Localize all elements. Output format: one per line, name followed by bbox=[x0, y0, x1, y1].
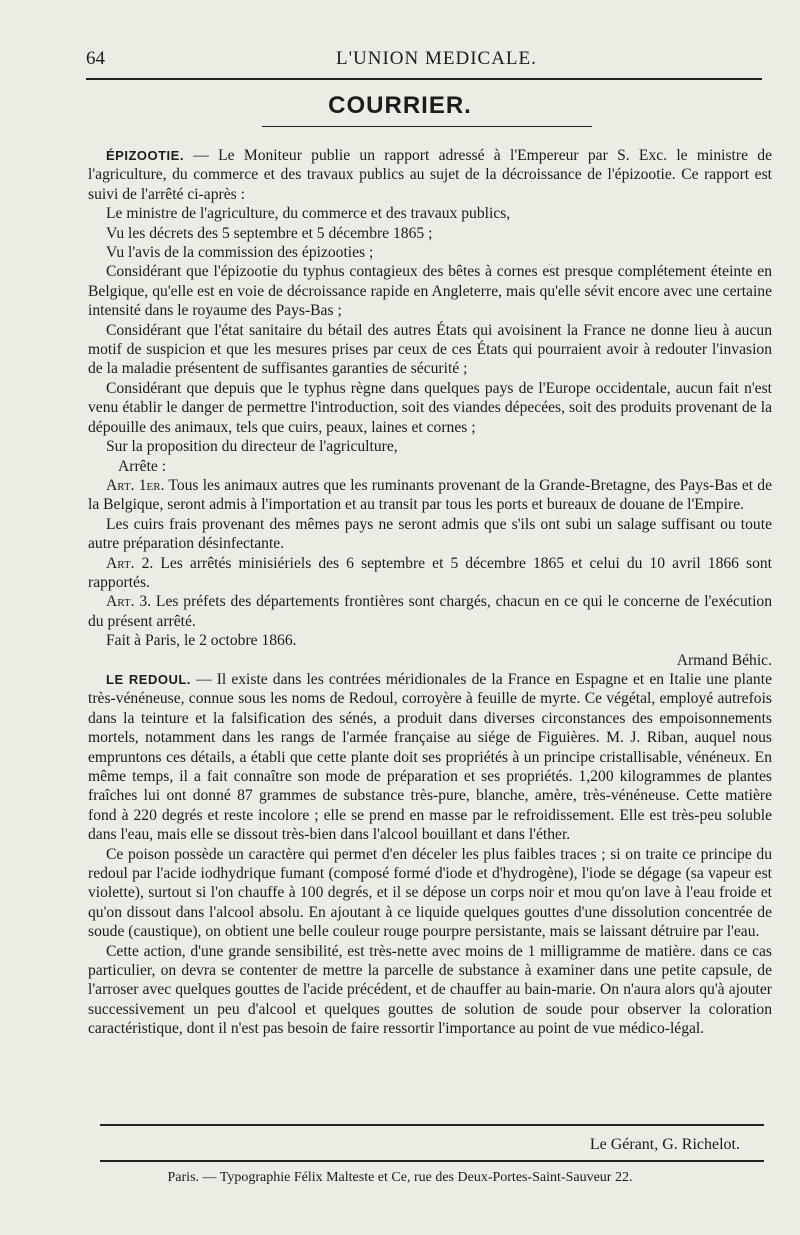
paragraph: Vu l'avis de la commission des épizooties ; bbox=[106, 244, 374, 262]
paragraph: Sur la proposition du directeur de l'agriculture, bbox=[106, 438, 398, 456]
signature: Armand Béhic. bbox=[676, 651, 772, 669]
page-header bbox=[86, 48, 740, 76]
page-number: 64 bbox=[86, 48, 105, 69]
printer-line: Paris. — Typographie Félix Malteste et Ce, rue des Deux-Portes-Saint-Sauveur 22. bbox=[167, 1170, 633, 1185]
article-body bbox=[88, 146, 772, 1039]
article-label: Art. 3. bbox=[106, 593, 152, 611]
article-label: Art. 2. bbox=[106, 554, 154, 572]
paragraph: Les cuirs frais provenant des mêmes pays ne seront admis que s'ils ont subi un salage suffisant ou toute autre préparation désinfectante. bbox=[88, 515, 772, 553]
footer-rule-bottom bbox=[100, 1160, 764, 1162]
epizootie-intro: ÉPIZOOTIE. — Le Moniteur publie un rapport adressé à l'Empereur par S. Exc. le ministre de l'agriculture, du commerce et des travaux publics au sujet de la décroissance de l'épizootie. Ce rapport est suivi de l'arrêté ci-après : bbox=[88, 147, 772, 203]
running-title: L'UNION MEDICALE. bbox=[336, 48, 537, 69]
header-rule bbox=[86, 78, 762, 80]
epizootie-lead: ÉPIZOOTIE. bbox=[106, 148, 184, 163]
paragraph: Considérant que depuis que le typhus règne dans quelques pays de l'Europe occidentale, aucun fait n'est venu établir le danger de permettre l'introduction, soit des viandes dépecées, soit des produits provenant de la dépouille des animaux, tels que cuirs, peaux, laines et cornes ; bbox=[88, 379, 772, 436]
date-line: Fait à Paris, le 2 octobre 1866. bbox=[106, 632, 297, 650]
gerant-line: Le Gérant, G. Richelot. bbox=[589, 1136, 740, 1153]
article-label: Art. 1er. bbox=[106, 476, 165, 494]
arrete-label: Arrête : bbox=[118, 457, 167, 475]
paragraph: Cette action, d'une grande sensibilité, est très-nette avec moins de 1 milligramme de matière. dans ce cas particulier, on devra se contenter de mettre la parcelle de substance à examiner dans une petite capsule, de l'arroser avec quelques gouttes de l'acide précédent, et de chauffer au bain-marie. On n'aura alors qu'à ajouter successivement un peu d'alcool et quelques gouttes de solution de soude pour observer la coloration caractéristique, dont il n'est pas besoin de faire ressortir l'importance au point de vue médico-légal. bbox=[88, 942, 772, 1038]
paragraph: Ce poison possède un caractère qui permet d'en déceler les plus faibles traces ; si on traite ce principe du redoul par l'acide iodhydrique fumant (composé formé d'iode et d'hydrogène), l'iode se dégage (sa vapeur est violette), surtout si l'on chauffe à 100 degrés, et il se dépose un corps noir et mou qu'on lave à l'eau froide et qu'on dissout dans l'alcool absolu. En ajoutant à ce liquide quelques gouttes d'une dissolution concentrée de soude (caustique), on obtient une belle couleur rouge pourpre persistante, mais se laissant détruire par l'eau. bbox=[88, 845, 772, 941]
paragraph: Le ministre de l'agriculture, du commerce et des travaux publics, bbox=[106, 205, 511, 223]
title-underline bbox=[262, 126, 592, 127]
article-2: Art. 2. Les arrêtés minisiériels des 6 septembre et 5 décembre 1865 et celui du 10 avril 1866 sont rapportés. bbox=[88, 554, 773, 591]
paragraph: Considérant que l'état sanitaire du bétail des autres États qui avoisinent la France ne donne lieu à aucun motif de suspicion et que les mesures prises par ceux de ces États qui pourraient avoir à redouter l'invasion de la maladie présentent de suffisantes garanties de sécurité ; bbox=[88, 321, 772, 378]
footer-rule-top bbox=[100, 1124, 764, 1126]
article-1: Art. 1er. Tous les animaux autres que les ruminants provenant de la Grande-Bretagne, des Pays-Bas et de la Belgique, seront admis à l'importation et au transit par tous les ports et bureaux de douane de l'Empire. bbox=[88, 476, 772, 514]
paragraph: Vu les décrets des 5 septembre et 5 décembre 1865 ; bbox=[106, 224, 433, 242]
redoul-intro: LE REDOUL. — Il existe dans les contrées méridionales de la France en Espagne et en Italie une plante très-vénéneuse, connue sous les noms de Redoul, corroyère à feuille de myrte. Ce végétal, employé autrefois dans la teinture et la falsification des sénés, a produit dans diverses circonstances des empoisonnements mortels, notamment dans les rangs de l'armée française au siége de Figuières. M. J. Riban, auquel nous empruntons ces détails, a établi que cette plante doit ses propriétés à un principe cristallisable, vénéneux. En même temps, il a fait connaître son mode de préparation et ses propriétés. 1,200 kilogrammes de plantes fraîches lui ont donné 87 grammes de substance très-pure, blanche, amère, très-vénéneuse. Cette matière fond à 220 degrés et reste incolore ; elle se prend en masse par le refroidissement. Elle est très-peu soluble dans l'eau, mais elle se dissout très-bien dans l'alcool bouillant et dans l'éther. bbox=[88, 670, 772, 844]
section-title: COURRIER. bbox=[328, 92, 472, 119]
redoul-lead: LE REDOUL. bbox=[106, 671, 191, 687]
article-3: Art. 3. Les préfets des départements frontières sont chargés, chacun en ce qui le concerne de l'exécution du présent arrêté. bbox=[88, 593, 773, 630]
paragraph: Considérant que l'épizootie du typhus contagieux des bêtes à cornes est presque complétement éteinte en Belgique, qu'elle est en voie de décroissance rapide en Angleterre, mais qu'elle sévit encore avec une certaine intensité dans le royaume des Pays-Bas ; bbox=[88, 263, 772, 320]
